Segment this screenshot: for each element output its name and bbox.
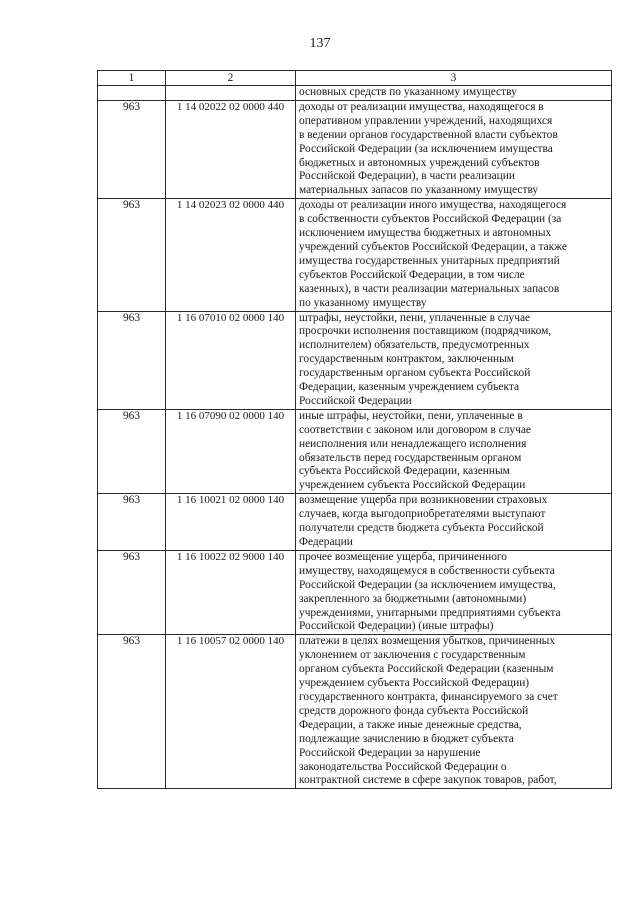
description-line: обязательств перед государственным органом [299, 451, 522, 464]
description-line: штрафы, неустойки, пени, уплаченные в случае [299, 311, 531, 324]
description-line: по указанному имуществу [299, 296, 427, 309]
income-description-cell [296, 635, 612, 789]
table-row [98, 635, 612, 789]
table-row [98, 494, 612, 551]
income-description-cell [296, 86, 612, 101]
description-line: исполнителем) обязательств, предусмотренных [299, 339, 530, 352]
income-code-cell: 1 16 10057 02 0000 140 [166, 635, 296, 789]
description-line: исключением имущества бюджетных и автономных [299, 227, 552, 240]
description-line: соответствии с законом или договором в случае [299, 423, 531, 436]
description-line: получатели средств бюджета субъекта Российской [299, 522, 544, 535]
administrator-code-cell: 963 [98, 100, 166, 198]
column-header-1: 1 [98, 71, 166, 86]
description-line: прочее возмещение ущерба, причиненного [299, 550, 507, 563]
description-line: органом субъекта Российской Федерации (казенным [299, 663, 554, 676]
administrator-code-cell: 963 [98, 199, 166, 311]
table-row-continuation [98, 86, 612, 101]
description-line: подлежащие зачислению в бюджет субъекта [299, 732, 514, 745]
description-line: доходы от реализации иного имущества, находящегося [299, 199, 567, 212]
description-line: субъектов Российской Федерации, в том числе [299, 268, 525, 281]
income-code-cell [166, 86, 296, 101]
description-line: Российской Федерации), в части реализации [299, 170, 515, 183]
income-description-cell [296, 311, 612, 409]
description-line: государственным контрактом, заключенным [299, 353, 514, 366]
description-line: бюджетных и автономных учреждений субъектов [299, 156, 540, 169]
table-row [98, 550, 612, 634]
description-line: уклонением от заключения с государственным [299, 649, 526, 662]
description-line: имущества государственных унитарных предприятий [299, 254, 560, 267]
income-code-cell: 1 14 02023 02 0000 440 [166, 199, 296, 311]
description-line: Российской Федерации (за исключением имущества [299, 142, 553, 155]
description-line: закрепленного за бюджетными (автономными) [299, 592, 527, 605]
description-line: оперативном управлении учреждений, находящихся [299, 114, 553, 127]
description-line: учреждением субъекта Российской Федерации [299, 479, 526, 492]
description-line: государственным органом субъекта Российской [299, 367, 531, 380]
description-line: Российской Федерации (за исключением имущества, [299, 578, 556, 591]
description-line: Российской Федерации [299, 394, 412, 407]
administrator-code-cell [98, 86, 166, 101]
description-line: в собственности субъектов Российской Федерации (за [299, 213, 562, 226]
income-description-cell [296, 409, 612, 493]
administrator-code-cell: 963 [98, 635, 166, 789]
description-line: основных средств по указанному имуществу [299, 86, 517, 98]
description-line: Российской Федерации за нарушение [299, 746, 481, 759]
description-line: государственного контракта, финансируемого за счет [299, 690, 558, 703]
description-line: казенных), в части реализации материальных запасов [299, 282, 560, 295]
income-code-cell: 1 16 07090 02 0000 140 [166, 409, 296, 493]
column-header-2: 2 [166, 71, 296, 86]
administrator-code-cell: 963 [98, 409, 166, 493]
administrator-code-cell: 963 [98, 311, 166, 409]
table-row [98, 100, 612, 198]
description-line: случаев, когда выгодоприобретателями выступают [299, 508, 546, 521]
description-line: Федерации, казенным учреждением субъекта [299, 381, 520, 394]
description-line: Федерации, а также иные денежные средства, [299, 718, 522, 731]
description-line: возмещение ущерба при возникновении страховых [299, 494, 548, 507]
income-code-cell: 1 16 10022 02 9000 140 [166, 550, 296, 634]
description-line: средств дорожного фонда субъекта Российской [299, 704, 529, 717]
income-description-cell [296, 100, 612, 198]
description-line: учреждений субъектов Российской Федерации, а также [299, 240, 567, 253]
description-line: материальных запасов по указанному имуществу [299, 184, 539, 197]
table-row [98, 409, 612, 493]
income-codes-table [97, 70, 612, 789]
description-line: доходы от реализации имущества, находящегося в [299, 100, 544, 113]
income-description-cell [296, 550, 612, 634]
description-line: учреждениями, унитарными предприятиями субъекта [299, 606, 561, 619]
description-line: учреждением субъекта Российской Федерации) [299, 677, 530, 690]
description-line: неисполнения или ненадлежащего исполнения [299, 437, 527, 450]
table-body [98, 86, 612, 789]
table-header-row [98, 71, 612, 86]
income-code-cell: 1 16 10021 02 0000 140 [166, 494, 296, 551]
description-line: иные штрафы, неустойки, пени, уплаченные в [299, 409, 523, 422]
column-header-3: 3 [296, 71, 612, 86]
income-description-cell [296, 199, 612, 311]
table-row [98, 311, 612, 409]
table-row [98, 199, 612, 311]
description-line: просрочки исполнения поставщиком (подрядчиком, [299, 325, 552, 338]
administrator-code-cell: 963 [98, 494, 166, 551]
description-line: Российской Федерации) (иные штрафы) [299, 620, 494, 633]
description-line: имуществу, находящемуся в собственности субъекта [299, 564, 555, 577]
description-line: в ведении органов государственной власти субъектов [299, 128, 558, 141]
income-code-cell: 1 16 07010 02 0000 140 [166, 311, 296, 409]
administrator-code-cell: 963 [98, 550, 166, 634]
description-line: субъекта Российской Федерации, казенным [299, 465, 510, 478]
description-line: Федерации [299, 536, 353, 548]
income-description-cell [296, 494, 612, 551]
description-line: законодательства Российской Федерации о [299, 760, 507, 773]
description-line: платежи в целях возмещения убытков, причиненных [299, 635, 556, 648]
page-number: 137 [309, 36, 331, 51]
description-line: контрактной системе в сфере закупок товаров, работ, [299, 774, 557, 787]
income-code-cell: 1 14 02022 02 0000 440 [166, 100, 296, 198]
